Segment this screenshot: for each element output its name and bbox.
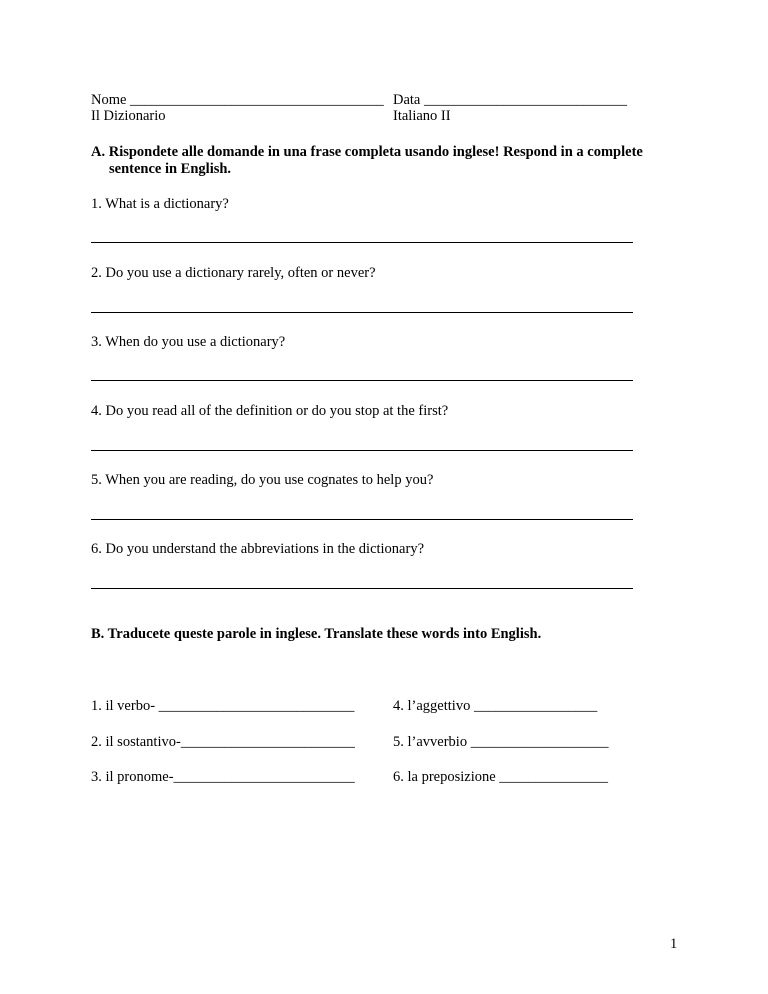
question-2: 2. Do you use a dictionary rarely, often or never? — [91, 265, 376, 281]
question-4: 4. Do you read all of the definition or do you stop at the first? — [91, 403, 449, 419]
translation-item-2: 2. il sostantivo-________________________ — [91, 734, 355, 750]
translation-item-1: 1. il verbo- ___________________________ — [91, 698, 355, 714]
section-b-heading: B. Traducete queste parole in inglese. Translate these words into English. — [91, 626, 542, 642]
answer-line-5 — [91, 519, 633, 520]
answer-line-2 — [91, 312, 633, 313]
question-6: 6. Do you understand the abbreviations in the dictionary? — [91, 541, 425, 557]
answer-line-1 — [91, 242, 633, 243]
translation-item-4: 4. l’aggettivo _________________ — [393, 698, 598, 714]
course-name: Italiano II — [393, 108, 451, 124]
date-field: Data ____________________________ — [393, 92, 627, 108]
answer-line-3 — [91, 380, 633, 381]
section-a-heading-cont: sentence in English. — [109, 161, 232, 177]
question-1: 1. What is a dictionary? — [91, 196, 229, 212]
page-number: 1 — [670, 936, 678, 952]
translation-item-5: 5. l’avverbio ___________________ — [393, 734, 609, 750]
translation-item-3: 3. il pronome-_________________________ — [91, 769, 355, 785]
answer-line-6 — [91, 588, 633, 589]
question-5: 5. When you are reading, do you use cognates to help you? — [91, 472, 434, 488]
question-3: 3. When do you use a dictionary? — [91, 334, 286, 350]
section-a-heading: A. Rispondete alle domande in una frase completa usando inglese! Respond in a complete — [91, 144, 643, 160]
name-field: Nome ___________________________________ — [91, 92, 384, 108]
worksheet-title: Il Dizionario — [91, 108, 166, 124]
answer-line-4 — [91, 450, 633, 451]
translation-item-6: 6. la preposizione _______________ — [393, 769, 609, 785]
